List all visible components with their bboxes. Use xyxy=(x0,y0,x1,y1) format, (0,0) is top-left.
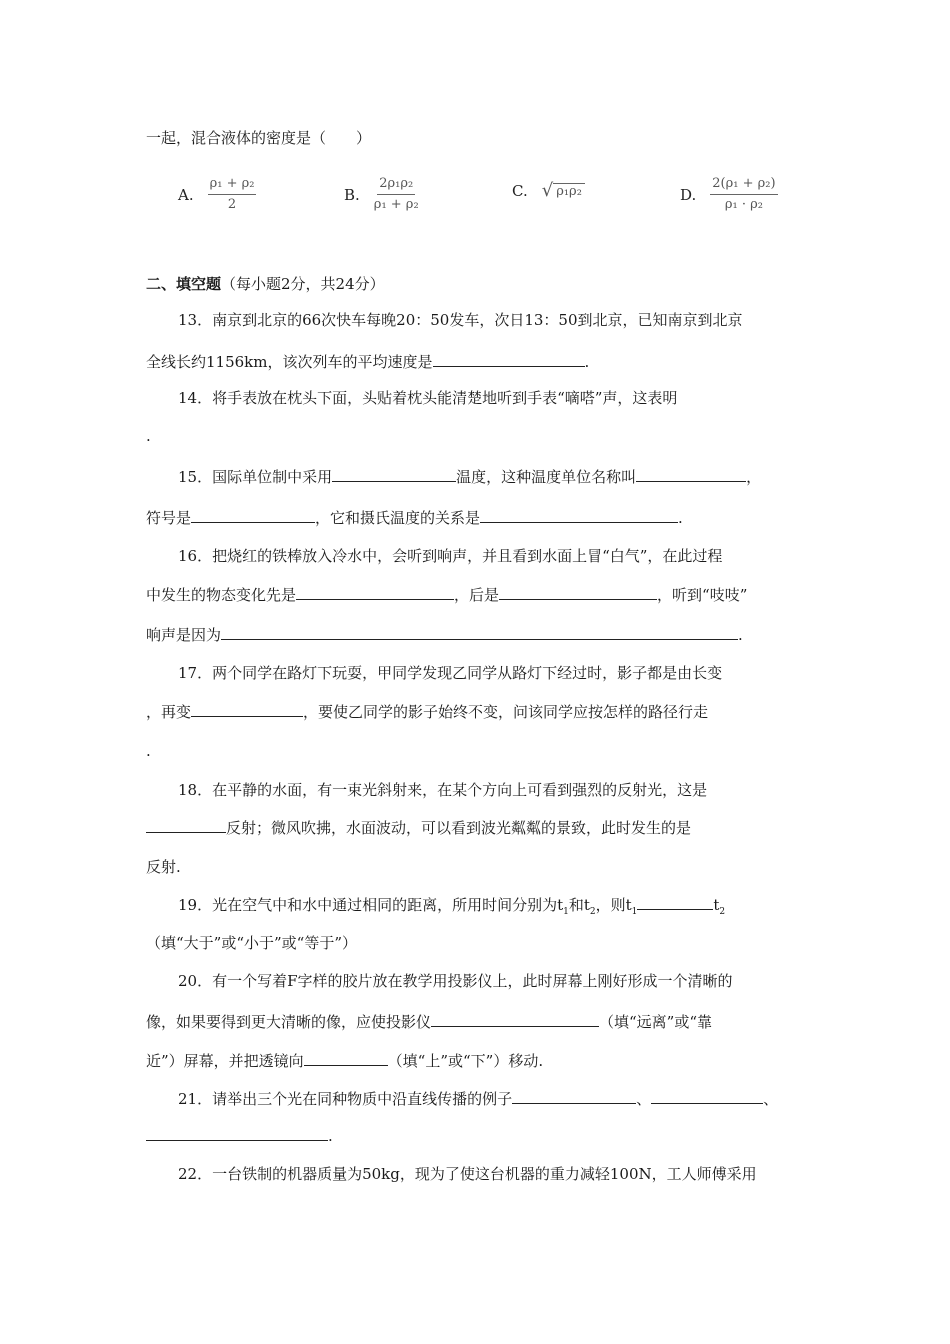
question-22-line1: 22．一台铁制的机器质量为50kg，现为了使这台机器的重力减轻100N，工人师傅采用 xyxy=(178,1165,757,1183)
answer-blank[interactable] xyxy=(221,625,738,640)
question-15-text: ， xyxy=(746,468,762,486)
option-c-letter: C. xyxy=(512,182,528,200)
question-15-text: . xyxy=(678,509,683,527)
section-note: （每小题2分，共24分） xyxy=(221,275,385,293)
option-d-fraction xyxy=(710,176,777,213)
question-17-line1: 17．两个同学在路灯下玩耍，甲同学发现乙同学从路灯下经过时，影子都是由长变 xyxy=(178,664,723,682)
option-a-letter: A. xyxy=(178,185,194,204)
question-15-text: 符号是 xyxy=(146,509,192,527)
question-21-line2 xyxy=(146,1126,333,1146)
question-17-text: ，要使乙同学的影子始终不变，问该同学应按怎样的路径行走 xyxy=(303,703,709,721)
question-13-text: 全线长约1156km，该次列车的平均速度是 xyxy=(146,353,433,371)
separator: 、 xyxy=(763,1090,779,1108)
option-b-numerator: 2ρ₁ρ₂ xyxy=(377,176,415,195)
sqrt-sign-icon: √ xyxy=(541,180,554,201)
answer-blank[interactable] xyxy=(296,585,454,600)
question-13-line2 xyxy=(146,352,589,372)
option-a-numerator: ρ₁ + ρ₂ xyxy=(208,176,257,195)
answer-blank[interactable] xyxy=(512,1089,636,1104)
option-d-numerator: 2(ρ₁ + ρ₂) xyxy=(710,176,777,195)
answer-blank[interactable] xyxy=(191,508,315,523)
separator: 、 xyxy=(636,1090,652,1108)
question-16-text: ，听到“吱吱” xyxy=(657,586,748,604)
subscript: 1 xyxy=(563,907,569,917)
question-21-line1 xyxy=(178,1089,778,1109)
answer-blank[interactable] xyxy=(433,352,585,367)
question-17-line2 xyxy=(146,702,708,722)
question-20-line3 xyxy=(146,1051,543,1071)
question-19-line1 xyxy=(178,895,725,922)
question-19-line2: （填“大于”或“小于”或“等于”） xyxy=(146,934,358,952)
option-b xyxy=(344,176,419,213)
question-18-text: 反射；微风吹拂，水面波动，可以看到波光粼粼的景致，此时发生的是 xyxy=(226,819,692,837)
question-14-line2: . xyxy=(146,427,151,445)
question-15-text: 15．国际单位制中采用 xyxy=(178,468,333,486)
question-15-line2 xyxy=(146,508,683,528)
answer-blank[interactable] xyxy=(146,1126,328,1141)
answer-blank[interactable] xyxy=(651,1089,763,1104)
question-19-text: t xyxy=(713,896,720,914)
option-d xyxy=(680,176,778,213)
question-20-line1: 20．有一个写着F字样的胶片放在教学用投影仪上，此时屏幕上刚好形成一个清晰的 xyxy=(178,972,733,990)
question-15-line1 xyxy=(178,467,761,487)
question-12-tail: 一起，混合液体的密度是（ ） xyxy=(146,129,372,147)
question-18-line2 xyxy=(146,818,691,838)
question-16-line1: 16．把烧红的铁棒放入冷水中，会听到响声，并且看到水面上冒“白气”，在此过程 xyxy=(178,547,723,565)
question-16-text: ，后是 xyxy=(454,586,500,604)
answer-blank[interactable] xyxy=(304,1051,388,1066)
question-19-text: 19．光在空气中和水中通过相同的距离，所用时间分别为t xyxy=(178,896,564,914)
answer-blank[interactable] xyxy=(431,1012,599,1027)
question-16-text: . xyxy=(738,626,743,644)
question-15-text: ，它和摄氏温度的关系是 xyxy=(315,509,481,527)
question-18-line1: 18．在平静的水面，有一束光斜射来，在某个方向上可看到强烈的反射光，这是 xyxy=(178,781,708,799)
question-20-text: 近”）屏幕，并把透镜向 xyxy=(146,1052,304,1070)
option-b-fraction xyxy=(374,176,419,213)
option-b-denominator: ρ₁ + ρ₂ xyxy=(373,197,419,212)
answer-blank[interactable] xyxy=(499,585,657,600)
question-16-line2 xyxy=(146,585,747,605)
option-a xyxy=(178,176,256,213)
answer-blank[interactable] xyxy=(146,818,226,833)
answer-blank[interactable] xyxy=(637,895,713,910)
answer-blank[interactable] xyxy=(480,508,678,523)
question-20-text: （填“远离”或“靠 xyxy=(599,1013,713,1031)
option-c-radical xyxy=(542,182,585,200)
option-d-denominator: ρ₁ · ρ₂ xyxy=(724,197,763,212)
answer-blank[interactable] xyxy=(191,702,303,717)
question-13-line1: 13．南京到北京的66次快车每晚20：50发车，次日13：50到北京，已知南京到北京 xyxy=(178,311,743,329)
question-20-text: （填“上”或“下”）移动. xyxy=(387,1052,544,1070)
question-15-text: 温度，这种温度单位名称叫 xyxy=(456,468,637,486)
option-c xyxy=(512,182,585,200)
subscript: 1 xyxy=(631,907,638,917)
answer-blank[interactable] xyxy=(636,467,746,482)
answer-blank[interactable] xyxy=(332,467,456,482)
question-16-line3 xyxy=(146,625,743,645)
question-18-line3: 反射. xyxy=(146,858,181,876)
question-14-line1: 14．将手表放在枕头下面，头贴着枕头能清楚地听到手表“嘀嗒”声，这表明 xyxy=(178,389,678,407)
question-21-end: . xyxy=(328,1127,333,1145)
subscript: 2 xyxy=(719,907,726,917)
section-heading xyxy=(146,274,385,294)
question-17-text: ，再变 xyxy=(146,703,192,721)
question-21-text: 21．请举出三个光在同种物质中沿直线传播的例子 xyxy=(178,1090,513,1108)
option-b-letter: B. xyxy=(344,185,360,204)
question-19-text: ，则t xyxy=(595,896,632,914)
question-20-text: 像，如果要得到更大清晰的像，应使投影仪 xyxy=(146,1013,432,1031)
question-13-end: . xyxy=(584,353,590,371)
section-title: 二、填空题 xyxy=(146,275,222,293)
option-a-denominator: 2 xyxy=(227,197,237,212)
subscript: 2 xyxy=(589,907,596,917)
question-16-text: 中发生的物态变化先是 xyxy=(146,586,297,604)
question-20-line2 xyxy=(146,1012,712,1032)
question-16-text: 响声是因为 xyxy=(146,626,222,644)
question-17-line3: . xyxy=(146,742,151,760)
option-d-letter: D. xyxy=(680,185,697,204)
question-19-text: 和t xyxy=(568,896,590,914)
option-c-radicand: ρ₁ρ₂ xyxy=(553,183,585,200)
option-a-fraction xyxy=(208,176,257,213)
